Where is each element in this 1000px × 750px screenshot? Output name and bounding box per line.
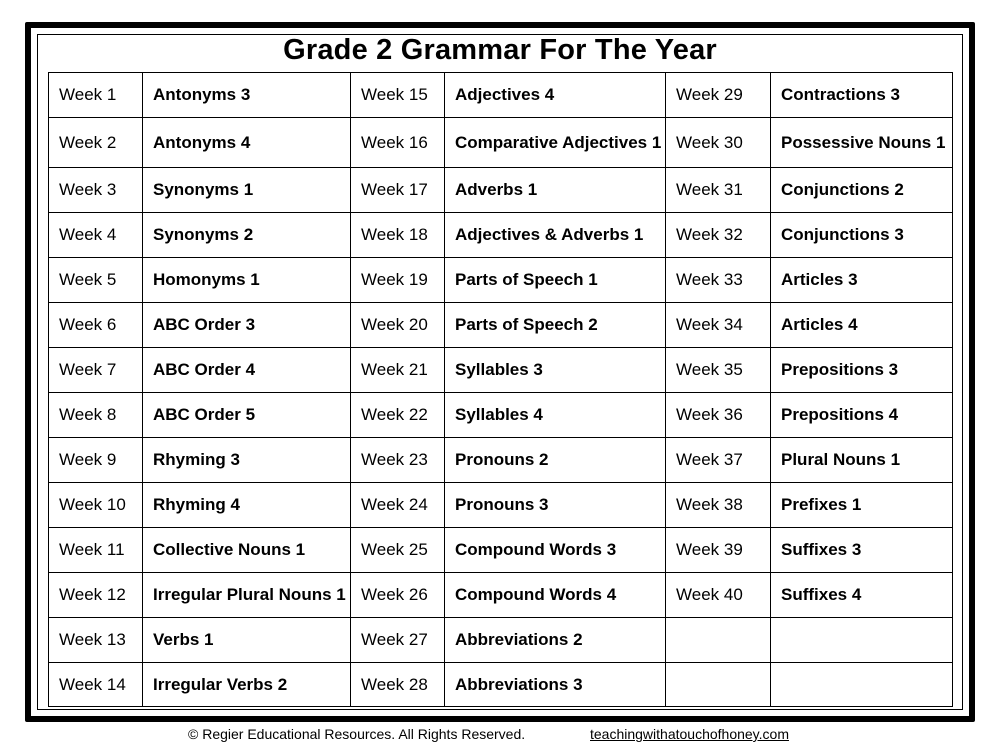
week-cell: Week 20 — [351, 303, 445, 348]
table-row — [49, 168, 953, 213]
week-cell — [666, 618, 771, 663]
week-cell: Week 35 — [666, 348, 771, 393]
week-cell: Week 34 — [666, 303, 771, 348]
topic-cell: Prefixes 1 — [771, 483, 953, 528]
table-row — [49, 438, 953, 483]
week-cell: Week 1 — [49, 73, 143, 118]
week-cell: Week 31 — [666, 168, 771, 213]
schedule-table — [48, 72, 953, 707]
table-row — [49, 618, 953, 663]
week-cell: Week 5 — [49, 258, 143, 303]
topic-cell: Prepositions 3 — [771, 348, 953, 393]
topic-cell: Adjectives 4 — [445, 73, 666, 118]
topic-cell: Homonyms 1 — [143, 258, 351, 303]
topic-cell: Abbreviations 2 — [445, 618, 666, 663]
topic-cell: Possessive Nouns 1 — [771, 118, 953, 168]
topic-cell: Compound Words 4 — [445, 573, 666, 618]
topic-cell: Irregular Plural Nouns 1 — [143, 573, 351, 618]
topic-cell: Synonyms 1 — [143, 168, 351, 213]
table-row — [49, 573, 953, 618]
topic-cell: Collective Nouns 1 — [143, 528, 351, 573]
topic-cell: Articles 3 — [771, 258, 953, 303]
week-cell: Week 30 — [666, 118, 771, 168]
topic-cell: Syllables 4 — [445, 393, 666, 438]
topic-cell: Conjunctions 3 — [771, 213, 953, 258]
topic-cell: Antonyms 3 — [143, 73, 351, 118]
topic-cell: Parts of Speech 1 — [445, 258, 666, 303]
week-cell: Week 22 — [351, 393, 445, 438]
table-row — [49, 393, 953, 438]
topic-cell — [771, 618, 953, 663]
week-cell: Week 21 — [351, 348, 445, 393]
week-cell: Week 38 — [666, 483, 771, 528]
schedule-table-body — [49, 73, 953, 707]
topic-cell: Compound Words 3 — [445, 528, 666, 573]
table-row — [49, 483, 953, 528]
week-cell: Week 12 — [49, 573, 143, 618]
week-cell: Week 40 — [666, 573, 771, 618]
week-cell: Week 16 — [351, 118, 445, 168]
topic-cell: Irregular Verbs 2 — [143, 663, 351, 707]
topic-cell: Parts of Speech 2 — [445, 303, 666, 348]
topic-cell: Pronouns 3 — [445, 483, 666, 528]
table-row — [49, 118, 953, 168]
topic-cell: Conjunctions 2 — [771, 168, 953, 213]
copyright-text: © Regier Educational Resources. All Rights Reserved. — [188, 726, 526, 742]
week-cell: Week 4 — [49, 213, 143, 258]
topic-cell: Synonyms 2 — [143, 213, 351, 258]
week-cell: Week 15 — [351, 73, 445, 118]
topic-cell: Contractions 3 — [771, 73, 953, 118]
topic-cell: Prepositions 4 — [771, 393, 953, 438]
topic-cell: Verbs 1 — [143, 618, 351, 663]
week-cell: Week 9 — [49, 438, 143, 483]
topic-cell: Articles 4 — [771, 303, 953, 348]
table-row — [49, 348, 953, 393]
week-cell: Week 25 — [351, 528, 445, 573]
topic-cell: Pronouns 2 — [445, 438, 666, 483]
week-cell: Week 8 — [49, 393, 143, 438]
topic-cell: Suffixes 3 — [771, 528, 953, 573]
topic-cell: Suffixes 4 — [771, 573, 953, 618]
table-row — [49, 663, 953, 707]
footer — [0, 724, 1000, 744]
table-row — [49, 258, 953, 303]
week-cell: Week 7 — [49, 348, 143, 393]
week-cell: Week 19 — [351, 258, 445, 303]
topic-cell: Syllables 3 — [445, 348, 666, 393]
topic-cell: Adverbs 1 — [445, 168, 666, 213]
page-title: Grade 2 Grammar For The Year — [283, 34, 717, 66]
week-cell: Week 32 — [666, 213, 771, 258]
table-row — [49, 73, 953, 118]
table-row — [49, 528, 953, 573]
topic-cell: Plural Nouns 1 — [771, 438, 953, 483]
week-cell: Week 29 — [666, 73, 771, 118]
topic-cell: Comparative Adjectives 1 — [445, 118, 666, 168]
week-cell: Week 23 — [351, 438, 445, 483]
week-cell: Week 33 — [666, 258, 771, 303]
topic-cell: ABC Order 4 — [143, 348, 351, 393]
week-cell: Week 3 — [49, 168, 143, 213]
topic-cell: Rhyming 3 — [143, 438, 351, 483]
topic-cell: Adjectives & Adverbs 1 — [445, 213, 666, 258]
topic-cell: ABC Order 3 — [143, 303, 351, 348]
week-cell: Week 36 — [666, 393, 771, 438]
table-row — [49, 303, 953, 348]
topic-cell: Rhyming 4 — [143, 483, 351, 528]
topic-cell: ABC Order 5 — [143, 393, 351, 438]
week-cell: Week 24 — [351, 483, 445, 528]
week-cell: Week 39 — [666, 528, 771, 573]
week-cell: Week 11 — [49, 528, 143, 573]
table-row — [49, 213, 953, 258]
week-cell: Week 26 — [351, 573, 445, 618]
topic-cell — [771, 663, 953, 707]
week-cell: Week 6 — [49, 303, 143, 348]
week-cell: Week 2 — [49, 118, 143, 168]
week-cell: Week 18 — [351, 213, 445, 258]
week-cell: Week 27 — [351, 618, 445, 663]
topic-cell: Abbreviations 3 — [445, 663, 666, 707]
week-cell: Week 28 — [351, 663, 445, 707]
week-cell: Week 37 — [666, 438, 771, 483]
week-cell: Week 17 — [351, 168, 445, 213]
week-cell: Week 10 — [49, 483, 143, 528]
week-cell: Week 14 — [49, 663, 143, 707]
week-cell — [666, 663, 771, 707]
topic-cell: Antonyms 4 — [143, 118, 351, 168]
week-cell: Week 13 — [49, 618, 143, 663]
website-link[interactable]: teachingwithatouchofhoney.com — [590, 726, 789, 742]
